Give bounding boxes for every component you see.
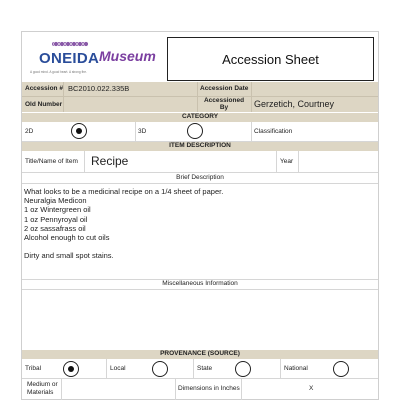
logo-text: ONEIDA (39, 50, 100, 67)
provenance-local-label: Local (110, 365, 126, 372)
brief-description-text[interactable] (24, 187, 374, 261)
brief-line (24, 242, 374, 251)
longhouse-icon (50, 38, 90, 50)
brief-line: 2 oz sassafrass oil (24, 223, 86, 233)
medium-materials-field[interactable] (63, 379, 174, 400)
provenance-state-radio[interactable] (235, 361, 251, 377)
provenance-state-label: State (197, 365, 213, 372)
brief-line: Dirty and small spot stains. (24, 251, 114, 261)
brief-line: What looks to be a medicinal recipe on a 1/4 sheet of paper. (24, 187, 224, 196)
accessioned-by-label: Accessioned By (203, 97, 245, 112)
category-2d-label: 2D (25, 128, 34, 135)
provenance-heading: PROVENANCE (SOURCE) (160, 350, 240, 357)
title-name-field[interactable]: Recipe (91, 154, 129, 168)
category-3d-label: 3D (138, 128, 147, 135)
museum-label: Museum (99, 48, 156, 64)
provenance-tribal-label: Tribal (25, 365, 42, 372)
misc-information-field[interactable] (22, 290, 378, 350)
category-2d-radio[interactable] (71, 123, 87, 139)
old-number-field[interactable] (65, 97, 196, 112)
brief-line: Neuralgia Medicon (24, 196, 87, 206)
sheet-title: Accession Sheet (222, 52, 319, 67)
item-description-heading: ITEM DESCRIPTION (169, 142, 231, 149)
provenance-tribal-radio[interactable] (63, 361, 79, 377)
year-field[interactable] (300, 152, 377, 171)
brief-line: 1 oz Pennyroyal oil (24, 214, 88, 224)
title-box (167, 37, 374, 81)
provenance-national-radio[interactable] (333, 361, 349, 377)
medium-materials-label-line1: Medium or (27, 381, 58, 388)
misc-information-label: Miscellaneous Information (162, 280, 238, 287)
provenance-local-radio[interactable] (152, 361, 168, 377)
year-label: Year (280, 158, 294, 165)
dimensions-label: Dimensions in Inches (178, 385, 240, 392)
provenance-national-label: National (284, 365, 308, 372)
logo-tagline: A good mind. A good heart. A strong fire. (30, 70, 87, 74)
brief-line: 1 oz Wintergreen oil (24, 205, 91, 215)
accession-number-field[interactable]: BC2010.022.335B (68, 84, 130, 93)
accession-date-label: Accession Date (200, 85, 249, 92)
medium-materials-label-line2: Materials (27, 389, 54, 396)
accession-date-field[interactable] (253, 83, 377, 96)
accession-sheet (21, 31, 379, 400)
brief-description-label: Brief Description (176, 174, 224, 181)
dimensions-separator: X (309, 385, 314, 392)
accessioned-by-field[interactable]: Gerzetich, Courtney (254, 99, 335, 109)
title-name-label: Title/Name of Item (25, 158, 78, 165)
category-3d-radio[interactable] (187, 123, 203, 139)
old-number-label: Old Number (25, 101, 63, 108)
accession-label: Accession # (25, 85, 63, 92)
category-heading: CATEGORY (181, 113, 219, 120)
classification-label: Classification (254, 128, 293, 135)
brief-line: Alcohol enough to cut oils (24, 233, 110, 243)
